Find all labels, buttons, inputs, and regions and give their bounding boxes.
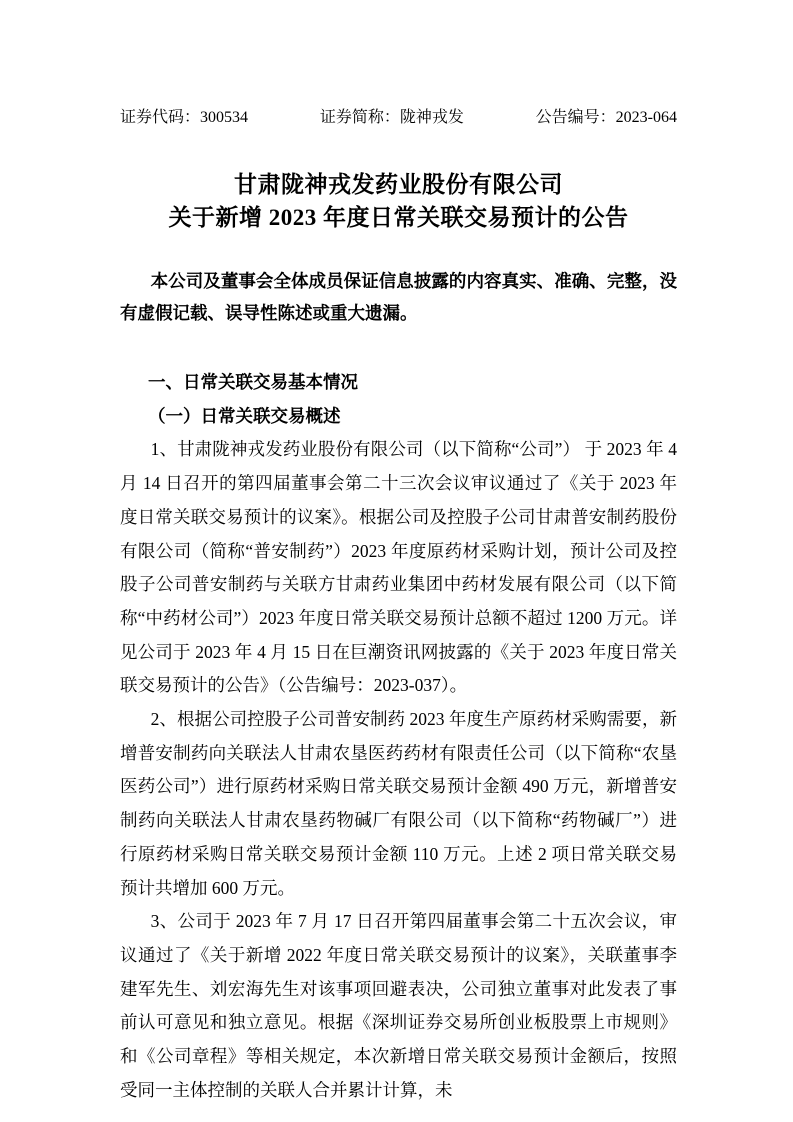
document-title xyxy=(120,168,677,234)
truthfulness-declaration: 本公司及董事会全体成员保证信息披露的内容真实、准确、完整，没有虚假记载、误导性陈述或重大遗漏。 xyxy=(120,271,677,323)
paragraph-2: 2、根据公司控股子公司普安制药 2023 年度生产原药材采购需要，新增普安制药向关联法人甘肃农垦医药药材有限责任公司（以下简称“农垦医药公司”）进行原药材采购日常关联交易预计金额 490 万元，新增普安制药向关联法人甘肃农垦药物碱厂有限公司（以下简称“药物碱厂”）进行原药材采购日常关联交易预计金额 110 万元。上述 2 项日常关联交易预计共增加 600 万元。 xyxy=(120,709,677,898)
title-announcement-subject: 关于新增 2023 年度日常关联交易预计的公告 xyxy=(168,205,629,230)
paragraph-1: 1、甘肃陇神戎发药业股份有限公司（以下简称“公司”） 于 2023 年 4 月 14 日召开的第四届董事会第二十三次会议审议通过了《关于 2023 年度日常关联交易预计的议案》。根据公司及控股子公司甘肃普安制药股份有限公司（简称“普安制药”）2023 年度原药材采购计划，预计公司及控股子公司普安制药与关联方甘肃药业集团中药材发展有限公司（以下简称“中药材公司”）2023 年度日常关联交易预计总额不超过 1200 万元。详见公司于 2023 年 4 月 15 日在巨潮资讯网披露的《关于 2023 年度日常关联交易预计的公告》（公告编号：2023-037）。 xyxy=(120,439,677,696)
subsection-heading-overview: （一）日常关联交易概述 xyxy=(148,405,341,426)
title-company-name: 甘肃陇神戎发药业股份有限公司 xyxy=(234,172,563,197)
paragraph-3: 3、公司于 2023 年 7 月 17 日召开第四届董事会第二十五次会议，审议通过了《关于新增 2022 年度日常关联交易预计的议案》，关联董事李建军先生、刘宏海先生对该事项回避表决，公司独立董事对此发表了事前认可意见和独立意见。根据《深圳证券交易所创业板股票上市规则》和《公司章程》等相关规定，本次新增日常关联交易预计金额后，按照受同一主体控制的关联人合并累计计算，未 xyxy=(120,911,677,1100)
announcement-number: 公告编号：2023-064 xyxy=(535,109,677,126)
stock-code: 证券代码：300534 xyxy=(120,109,249,126)
document-header xyxy=(120,107,677,128)
stock-abbreviation: 证券简称：陇神戎发 xyxy=(319,109,464,126)
section-heading-basic-info: 一、日常关联交易基本情况 xyxy=(148,372,358,392)
